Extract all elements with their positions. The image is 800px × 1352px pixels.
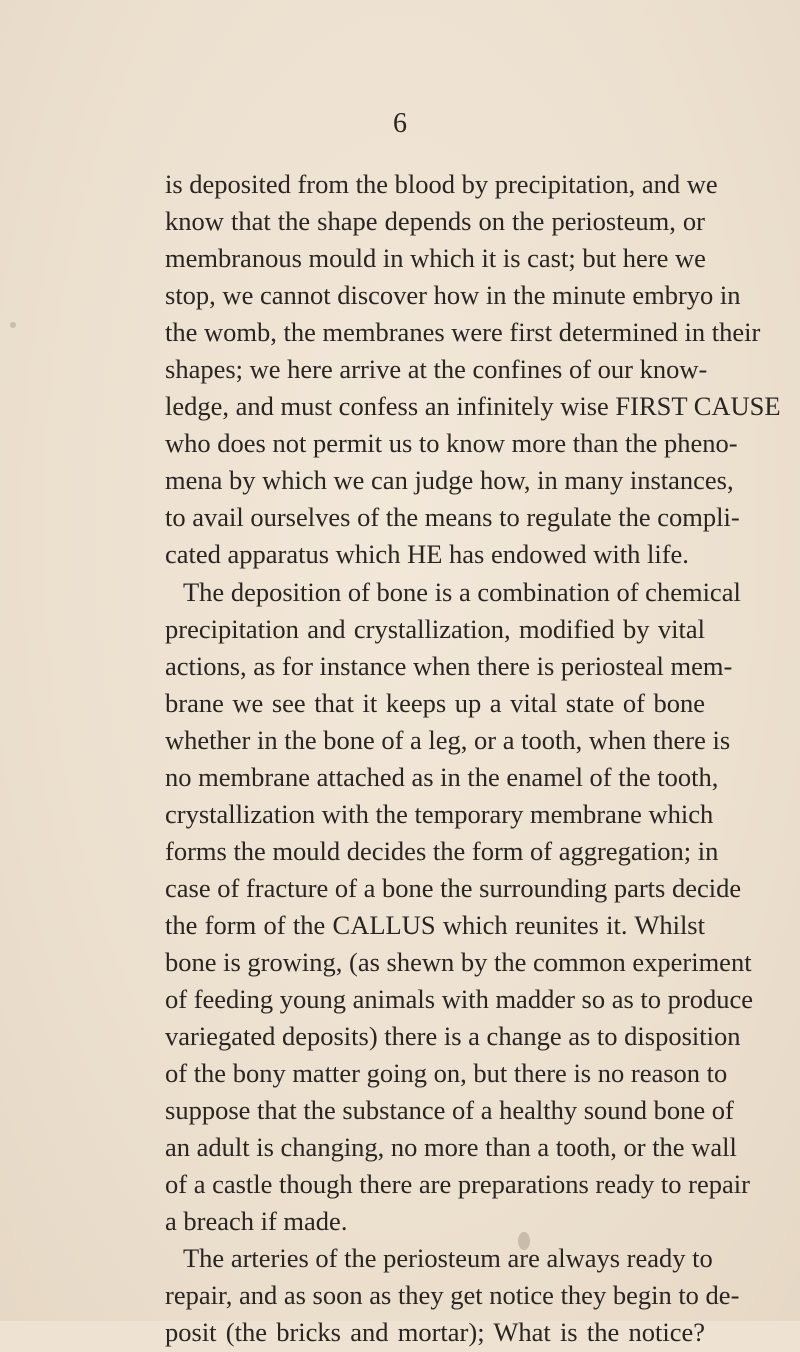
text-line: ledge, and must confess an infinitely wise FIRST CAUSE — [165, 391, 781, 422]
text-line: repair, and as soon as they get notice they begin to de- — [165, 1280, 740, 1311]
text-line: membranous mould in which it is cast; but here we — [165, 243, 706, 274]
text-line: precipitation and crystallization, modified by vital — [165, 613, 705, 644]
text-line: mena by which we can judge how, in many instances, — [165, 465, 734, 496]
text-line: a breach if made. — [165, 1206, 348, 1237]
text-line: case of fracture of a bone the surrounding parts decide — [165, 872, 742, 903]
paper-stain — [10, 322, 16, 328]
text-line: suppose that the substance of a healthy sound bone of — [165, 1095, 734, 1126]
text-line: actions, as for instance when there is periosteal mem- — [165, 650, 733, 681]
text-line: of the bony matter going on, but there is no reason to — [165, 1058, 728, 1089]
text-line: shapes; we here arrive at the confines of our know- — [165, 354, 708, 385]
text-line: whether in the bone of a leg, or a tooth, when there is — [165, 724, 731, 755]
text-line: variegated deposits) there is a change as to disposition — [165, 1021, 741, 1052]
text-line: The deposition of bone is a combination of chemical — [183, 576, 741, 607]
body-text — [165, 166, 781, 1352]
paper-stain — [518, 1232, 530, 1250]
page-number: 6 — [393, 108, 407, 139]
text-line: forms the mould decides the form of aggregation; in — [165, 835, 719, 866]
text-line: The arteries of the periosteum are always ready to — [183, 1243, 713, 1274]
text-line: of a castle though there are preparations ready to repair — [165, 1169, 750, 1200]
text-line: brane we see that it keeps up a vital state of bone — [165, 687, 705, 718]
text-line: to avail ourselves of the means to regulate the compli- — [165, 502, 740, 533]
text-line: is deposited from the blood by precipitation, and we — [165, 169, 718, 199]
text-line: bone is growing, (as shewn by the common experiment — [165, 946, 752, 977]
text-line: crystallization with the temporary membrane which — [165, 798, 714, 829]
text-line: no membrane attached as in the enamel of the tooth, — [165, 761, 719, 792]
text-line: who does not permit us to know more than the pheno- — [165, 428, 738, 459]
text-line: the form of the CALLUS which reunites it. Whilst — [165, 909, 705, 940]
text-line: an adult is changing, no more than a tooth, or the wall — [165, 1132, 737, 1163]
text-line: cated apparatus which HE has endowed with life. — [165, 539, 689, 570]
text-line: stop, we cannot discover how in the minute embryo in — [165, 280, 741, 311]
text-line: of feeding young animals with madder so as to produce — [165, 984, 754, 1015]
text-line: the womb, the membranes were first determined in their — [165, 317, 761, 348]
text-line: posit (the bricks and mortar); What is the notice? — [165, 1317, 705, 1348]
text-line: know that the shape depends on the periosteum, or — [165, 206, 705, 237]
